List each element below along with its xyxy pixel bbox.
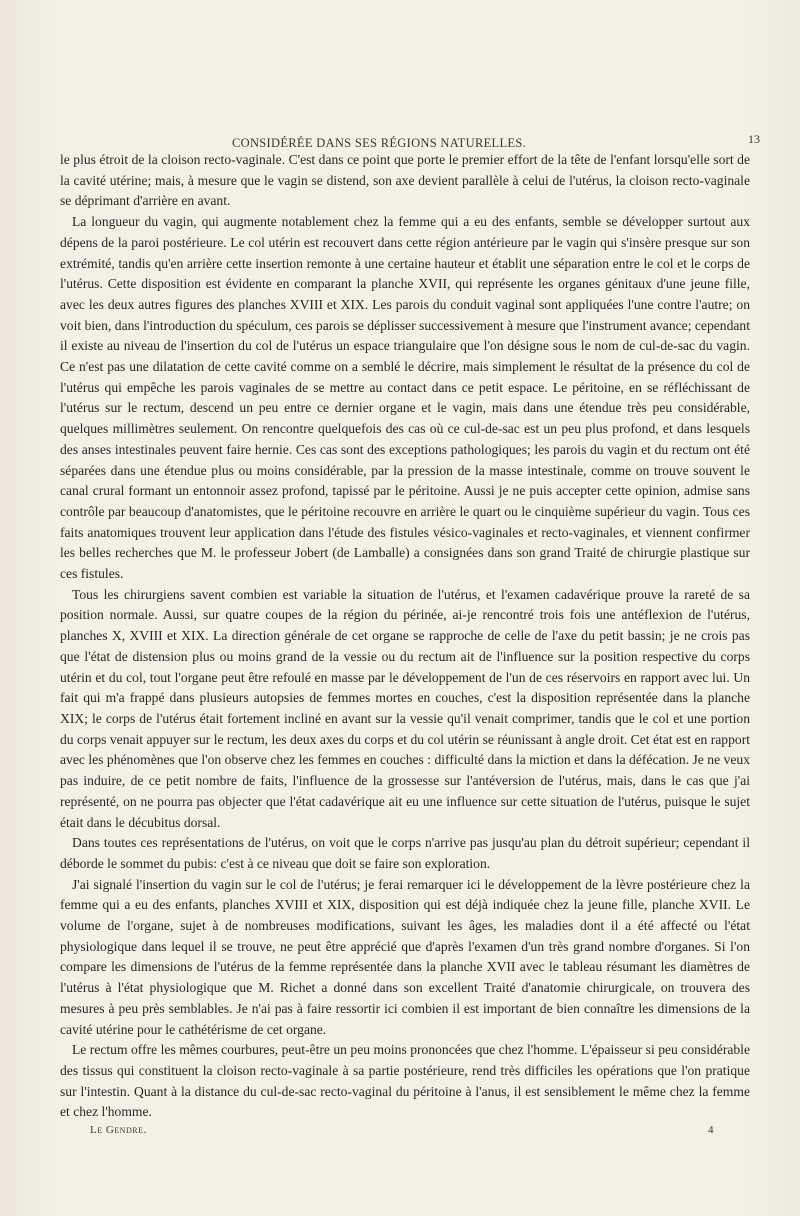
paragraph-1: le plus étroit de la cloison recto-vaginale. C'est dans ce point que porte le premier effort de la tête de l'enfant lorsqu'elle sort de la cavité utérine; mais, à mesure que le vagin se distend, son axe devient parallèle à celui de l'utérus, la cloison recto-vaginale se déprimant d'arrière en avant. bbox=[60, 152, 750, 209]
body-text bbox=[60, 150, 750, 1123]
running-head: CONSIDÉRÉE DANS SES RÉGIONS NATURELLES. bbox=[232, 136, 527, 150]
footer-author: Le Gendre. bbox=[90, 1124, 147, 1136]
page-number: 13 bbox=[748, 132, 760, 146]
paragraph-5: J'ai signalé l'insertion du vagin sur le col de l'utérus; je ferai remarquer ici le développement de la lèvre postérieure chez la femme qui a eu des enfants, planches XVIII et XIX, disposition qui est déjà indiquée chez la jeune fille, planche XVII. Le volume de l'organe, sujet à de nombreuses modifications, suivant les âges, les maladies dont il a été affecté ou l'état physiologique dans lequel il se trouve, ne peut être apprécié que d'après l'examen d'un très grand nombre d'organes. Si l'on compare les dimensions de l'utérus de la femme représentée dans la planche XVII avec le tableau résumant les diamètres de l'utérus à l'état physiologique que M. Richet a donné dans son excellent Traité d'anatomie chirurgicale, on trouvera des mesures à peu près semblables. Je n'ai pas à faire ressortir ici combien il est important de bien connaître les dimensions de la cavité utérine pour le cathétérisme de cet organe. bbox=[60, 876, 750, 1037]
paragraph-3: Tous les chirurgiens savent combien est variable la situation de l'utérus, et l'examen cadavérique prouve la rareté de sa position normale. Aussi, sur quatre coupes de la région du périnée, ai-je rencontré trois fois une antéflexion de l'utérus, planches X, XVIII et XIX. La direction générale de cet organe se rapproche de celle de l'axe du petit bassin; je ne crois pas que l'état de distension plus ou moins grand de la vessie ou du rectum ait de l'influence sur la position respective du corps utérin et du col, tout l'organe peut être refoulé en masse par le développement de l'un de ces réservoirs en rapport avec lui. Un fait qui m'a frappé dans plusieurs autopsies de femmes mortes en couches, c'est la disposition représentée dans la planche XIX; le corps de l'utérus était fortement incliné en avant sur la vessie qu'il venait comprimer, tandis que le col et une portion du corps venait appuyer sur le rectum, les deux axes du corps et du col utérin se réunissant à angle droit. Cet état est en rapport avec les phénomènes que l'on observe chez les femmes en couches : difficulté dans la miction et dans la défécation. Je ne veux pas induire, de ce petit nombre de faits, l'influence de la grossesse sur l'antéversion de l'utérus, mais, dans le cas que j'ai représenté, on ne pourra pas objecter que l'état cadavérique ait eu une influence sur cette situation de l'utérus, puisque le sujet était dans le décubitus dorsal. bbox=[60, 586, 750, 830]
paragraph-2: La longueur du vagin, qui augmente notablement chez la femme qui a eu des enfants, semble se développer surtout aux dépens de la paroi postérieure. Le col utérin est recouvert dans cette région antérieure par le vagin qui s'insère presque sur son extrémité, tandis qu'en arrière cette insertion remonte à une certaine hauteur et établit une séparation entre le col et le corps de l'utérus. Cette disposition est évidente en comparant la planche XVII, qui représente les organes génitaux d'une jeune fille, avec les deux autres figures des planches XVIII et XIX. Les parois du conduit vaginal sont appliquées l'une contre l'autre; on voit bien, dans l'introduction du spéculum, ces parois se déplisser successivement à mesure que l'instrument avance; cependant il existe au niveau de l'insertion du col de l'utérus un espace triangulaire que l'on désigne sous le nom de cul-de-sac du vagin. Ce n'est pas une dilatation de cette cavité comme on a semblé le décrire, mais simplement le résultat de la présence du col de l'utérus qui empêche les parois vaginales de se mettre au contact dans ce petit espace. Le péritoine, en se réfléchissant de l'utérus sur le rectum, descend un peu entre ce dernier organe et le vagin, mais dans une étendue très peu considérable, quelques millimètres seulement. On rencontre quelquefois des cas où ce cul-de-sac est un peu plus profond, et dans lesquels des anses intestinales peuvent faire hernie. Ces cas sont des exceptions pathologiques; les parois du vagin et du rectum ont été séparées dans une étendue plus ou moins considérable, par la pression de la masse intestinale, comme on trouve souvent le canal crural formant un entonnoir assez profond, tapissé par le péritoine. Aussi je ne puis accepter cette opinion, admise sans contrôle par beaucoup d'anatomistes, que le péritoine recouvre en arrière le quart ou le cinquième supérieur du vagin. Tous ces faits anatomiques trouvent leur application dans l'étude des fistules vésico-vaginales et recto-vaginales, et viennent confirmer les belles recherches que M. le professeur Jobert (de Lamballe) a consignées dans son grand Traité de chirurgie plastique sur ces fistules. bbox=[60, 214, 750, 582]
signature-mark: 4 bbox=[708, 1124, 714, 1136]
paragraph-6: Le rectum offre les mêmes courbures, peut-être un peu moins prononcées que chez l'homme. L'épaisseur si peu considérable des tissus qui constituent la cloison recto-vaginale à sa partie postérieure, rend très difficiles les opérations que l'on pratique sur l'intestin. Quant à la distance du cul-de-sac recto-vaginal du péritoine à l'anus, il est sensiblement le même chez la femme et chez l'homme. bbox=[60, 1042, 750, 1120]
paragraph-4: Dans toutes ces représentations de l'utérus, on voit que le corps n'arrive pas jusqu'au plan du détroit supérieur; cependant il déborde le sommet du pubis: c'est à ce niveau que doit se faire son exploration. bbox=[60, 835, 750, 871]
